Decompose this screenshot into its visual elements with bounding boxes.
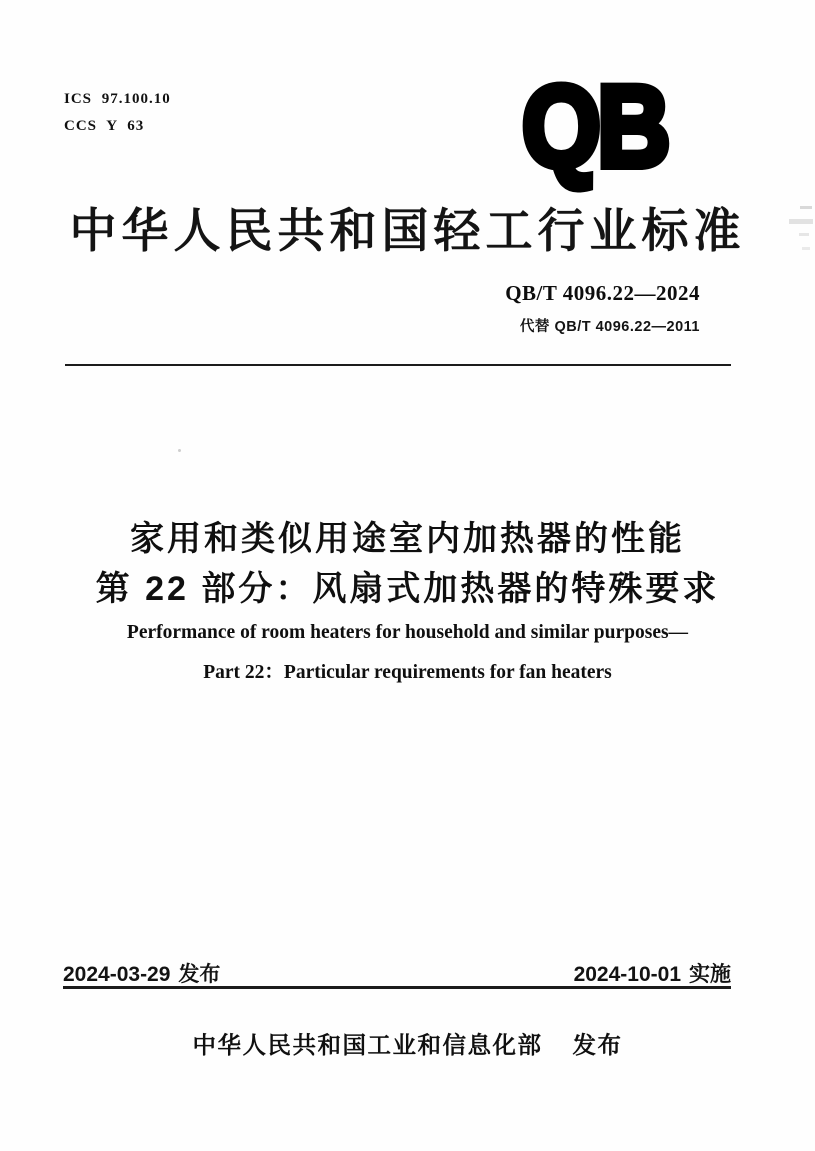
issue-date-group <box>63 958 220 988</box>
qb-logo: QB <box>522 63 667 191</box>
publisher-line <box>0 1026 815 1060</box>
implementation-label: 实施 <box>689 963 731 986</box>
classification-codes <box>64 86 171 140</box>
superseded-standard: 代替 QB/T 4096.22—2011 <box>519 319 700 335</box>
title-zh-line1: 家用和类似用途室内加热器的性能 <box>130 520 685 558</box>
implementation-date-group <box>574 958 731 988</box>
ccs-code: CCS Y 63 <box>64 118 145 134</box>
issue-date: 2024-03-29 <box>63 963 171 986</box>
publisher-action: 发布 <box>572 1032 623 1058</box>
publisher-name: 中华人民共和国工业和信息化部 <box>192 1032 543 1058</box>
date-row <box>63 958 731 988</box>
standard-category-title: 中华人民共和国轻工行业标准 <box>69 204 746 257</box>
title-zh-line2: 第 22 部分：风扇式加热器的特殊要求 <box>95 570 720 608</box>
standard-number-block <box>505 281 700 336</box>
issue-label: 发布 <box>178 963 221 986</box>
header-divider-line <box>65 364 731 366</box>
scan-speck <box>178 449 181 452</box>
ics-code: ICS 97.100.10 <box>64 91 171 107</box>
title-en-line1: Performance of room heaters for household and similar purposes— <box>126 622 689 643</box>
implementation-date: 2024-10-01 <box>573 963 681 986</box>
standard-number: QB/T 4096.22—2024 <box>505 281 700 305</box>
title-en-line2: Part 22：Particular requirements for fan heaters <box>203 662 612 683</box>
title-block <box>0 514 815 684</box>
footer-divider-line <box>63 986 731 989</box>
